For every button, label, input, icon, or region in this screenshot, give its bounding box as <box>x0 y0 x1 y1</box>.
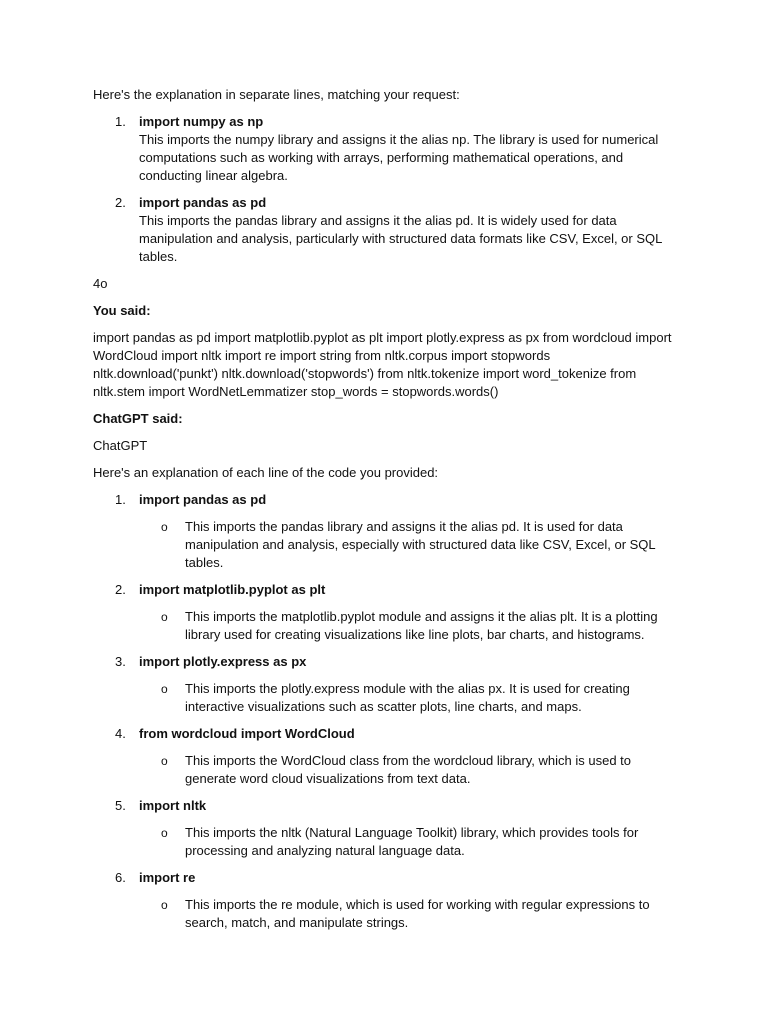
list-number: 4. <box>115 726 126 741</box>
list-item <box>93 653 673 716</box>
list-number: 1. <box>115 492 126 507</box>
intro-text: Here's the explanation in separate lines, matching your request: <box>93 87 460 102</box>
list-number: 6. <box>115 870 126 885</box>
user-label: You said: <box>93 303 151 318</box>
circle-bullet-icon: o <box>161 610 168 624</box>
list-item <box>93 491 673 572</box>
list-item-description: This imports the numpy library and assigns it the alias np. The library is used for numerical computations such as working with arrays, performing mathematical operations, and conducting linear algebra. <box>139 132 659 183</box>
circle-bullet-icon: o <box>161 898 168 912</box>
user-code-text: import pandas as pd import matplotlib.pyplot as plt import plotly.express as px from wordcloud import WordCloud import nltk import re import string from nltk.corpus import stopwords nltk.download('punkt') nltk.download('stopwords') from nltk.tokenize import word_tokenize from nltk.stem import WordNetLemmatizer stop_words = stopwords.words() <box>93 330 672 399</box>
list-item-heading: import numpy as np <box>139 114 264 129</box>
sub-bullet <box>139 824 673 860</box>
list-item <box>93 869 673 932</box>
circle-bullet-icon: o <box>161 826 168 840</box>
sub-bullet-text: This imports the matplotlib.pyplot module and assigns it the alias plt. It is a plotting library used for creating visualizations like line plots, bar charts, and histograms. <box>185 609 658 642</box>
assistant-label: ChatGPT said: <box>93 411 183 426</box>
list-number: 2. <box>115 195 126 210</box>
list-number: 3. <box>115 654 126 669</box>
circle-bullet-icon: o <box>161 682 168 696</box>
sub-bullet-text: This imports the pandas library and assigns it the alias pd. It is used for data manipulation and analysis, especially with structured data like CSV, Excel, or SQL tables. <box>185 519 656 570</box>
list-item <box>93 581 673 644</box>
circle-bullet-icon: o <box>161 520 168 534</box>
sub-bullet <box>139 896 673 932</box>
assistant-name: ChatGPT <box>93 438 148 453</box>
sub-bullet <box>139 680 673 716</box>
list-item-heading: import pandas as pd <box>139 492 267 507</box>
sub-bullet <box>139 518 673 572</box>
first-numbered-list <box>93 113 673 266</box>
list-number: 5. <box>115 798 126 813</box>
list-item-heading: import re <box>139 870 196 885</box>
sub-bullet-text: This imports the nltk (Natural Language Toolkit) library, which provides tools for processing and analyzing natural language data. <box>185 825 639 858</box>
list-number: 2. <box>115 582 126 597</box>
explanation-intro: Here's an explanation of each line of the code you provided: <box>93 465 439 480</box>
list-item-heading: import plotly.express as px <box>139 654 307 669</box>
list-item-heading: import nltk <box>139 798 207 813</box>
list-item <box>93 797 673 860</box>
sub-bullet <box>139 752 673 788</box>
sub-bullet-text: This imports the plotly.express module with the alias px. It is used for creating interactive visualizations such as scatter plots, line charts, and maps. <box>185 681 630 714</box>
list-item-heading: from wordcloud import WordCloud <box>139 726 355 741</box>
model-tag: 4o <box>93 276 108 291</box>
sub-bullet-text: This imports the WordCloud class from the wordcloud library, which is used to generate word cloud visualizations from text data. <box>185 753 632 786</box>
list-item-heading: import pandas as pd <box>139 195 267 210</box>
list-item <box>93 194 673 266</box>
list-item <box>93 113 673 185</box>
list-item <box>93 725 673 788</box>
second-numbered-list <box>93 491 673 932</box>
list-number: 1. <box>115 114 126 129</box>
circle-bullet-icon: o <box>161 754 168 768</box>
sub-bullet-text: This imports the re module, which is used for working with regular expressions to search, match, and manipulate strings. <box>185 897 650 930</box>
sub-bullet <box>139 608 673 644</box>
document-page <box>93 86 673 941</box>
list-item-description: This imports the pandas library and assigns it the alias pd. It is widely used for data manipulation and analysis, particularly with structured data formats like CSV, Excel, or SQL tables. <box>139 213 662 264</box>
list-item-heading: import matplotlib.pyplot as plt <box>139 582 326 597</box>
